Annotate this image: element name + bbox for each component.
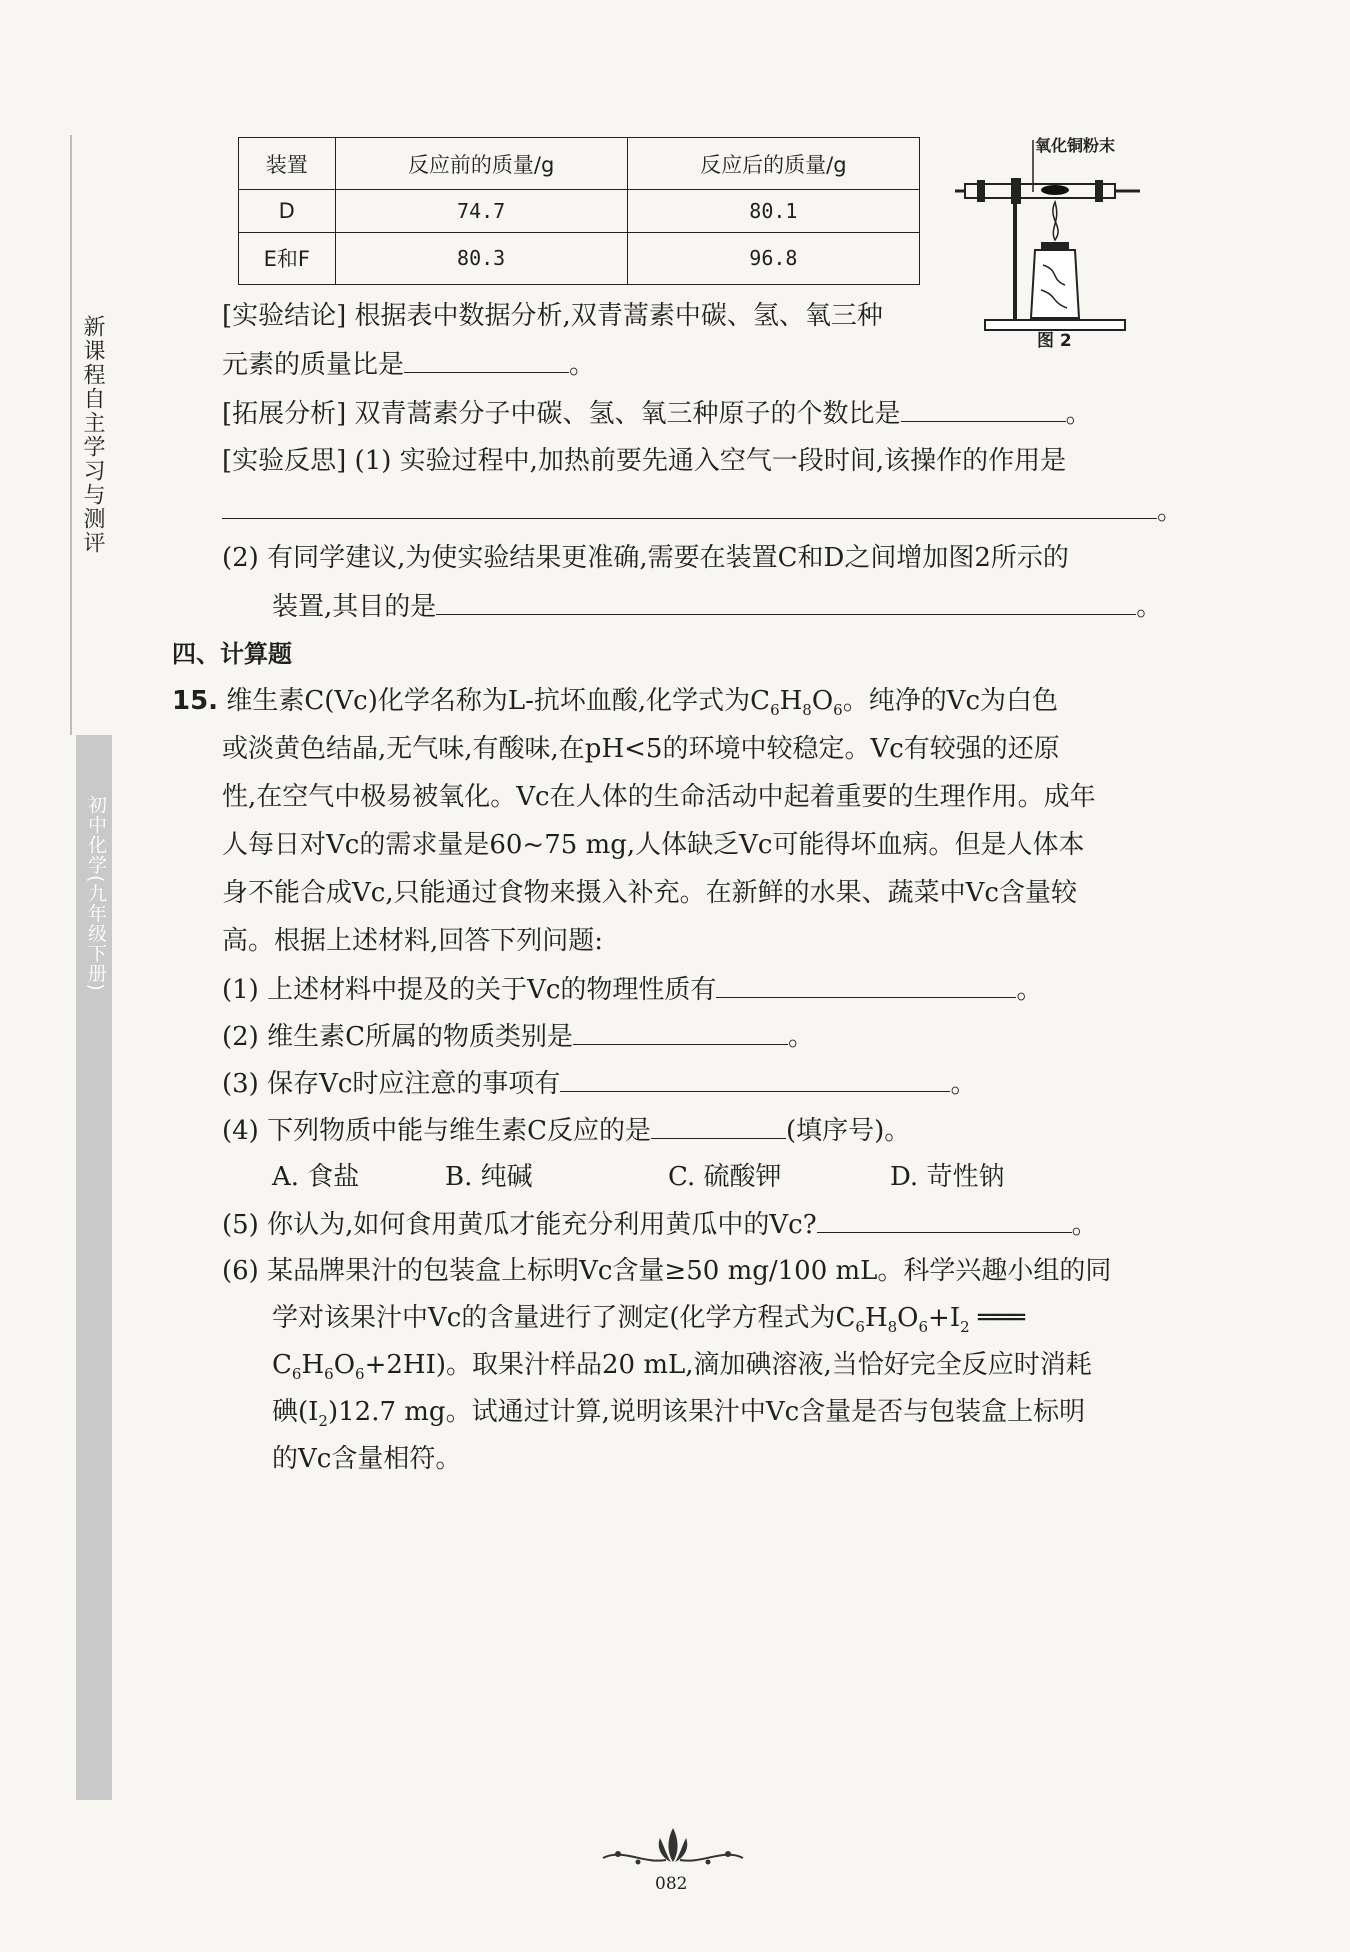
option-a: A. 食盐 <box>272 1162 360 1192</box>
answer-blank[interactable] <box>901 395 1066 422</box>
footer-ornament <box>598 1820 748 1875</box>
figure-caption: 图 2 <box>1037 331 1072 351</box>
answer-blank[interactable] <box>560 1065 950 1092</box>
sidebar-subject: 初中化学(九年级下册) <box>85 795 107 992</box>
table-cell: 80.1 <box>627 190 919 233</box>
reflection-line-1-blank: 。 <box>222 492 1183 529</box>
extension-line: [拓展分析] 双青蒿素分子中碳、氢、氧三种原子的个数比是 。 <box>222 395 1092 432</box>
sub-question-6-line-4: 碘$(I_2)12.7$ mg。试通过计算,说明该果汁中Vc含量是否与包装盒上标明 <box>272 1397 1086 1431</box>
sub-question-5: (5) 你认为,如何食用黄瓜才能充分利用黄瓜中的Vc? 。 <box>222 1206 1098 1243</box>
option-c: C. 硫酸钾 <box>668 1162 782 1192</box>
sub-question-2: (2) 维生素C所属的物质类别是 。 <box>222 1018 814 1055</box>
sidebar-title: 新课程自主学习与测评 <box>80 315 105 555</box>
sub-question-4: (4) 下列物质中能与维生素C反应的是 (填序号)。 <box>222 1112 910 1149</box>
table-cell: 74.7 <box>335 190 627 233</box>
reflection-line-2b: 装置,其目的是 。 <box>272 588 1162 625</box>
answer-blank[interactable] <box>716 971 1016 998</box>
sub-question-1: (1) 上述材料中提及的关于Vc的物理性质有 。 <box>222 971 1042 1008</box>
answer-blank[interactable] <box>436 588 1136 615</box>
table-cell: D <box>239 190 336 233</box>
table-cell: 80.3 <box>335 232 627 284</box>
answer-blank[interactable] <box>404 346 569 373</box>
option-b: B. 纯碱 <box>445 1162 533 1192</box>
section-heading: 四、计算题 <box>172 640 292 668</box>
mass-table <box>238 137 920 285</box>
answer-blank[interactable] <box>573 1018 788 1045</box>
table-row <box>239 232 920 284</box>
conclusion-line-1: [实验结论] 根据表中数据分析,双青蒿素中碳、氢、氧三种 <box>222 301 883 331</box>
table-header: 反应前的质量/g <box>335 138 627 190</box>
answer-blank[interactable] <box>817 1206 1072 1233</box>
sub-question-6-line-1: (6) 某品牌果汁的包装盒上标明Vc含量≥50 mg/100 mL。科学兴趣小组的同 <box>222 1256 1112 1286</box>
answer-blank[interactable] <box>222 492 1157 519</box>
q15-line-3: 性,在空气中极易被氧化。Vc在人体的生命活动中起着重要的生理作用。成年 <box>222 782 1096 812</box>
conclusion-line-2: 元素的质量比是 。 <box>222 346 595 383</box>
sub-question-6-line-2: 学对该果汁中Vc的含量进行了测定(化学方程式为$C_6H_8O_6+I_2$ ═══ <box>272 1303 1025 1337</box>
option-d: D. 苛性钠 <box>890 1162 1005 1192</box>
q15-line-4: 人每日对Vc的需求量是60~75 mg,人体缺乏Vc可能得坏血病。但是人体本 <box>222 830 1085 860</box>
q15-line-2: 或淡黄色结晶,无气味,有酸味,在pH<5的环境中较稳定。Vc有较强的还原 <box>222 734 1060 764</box>
q15-line-6: 高。根据上述材料,回答下列问题: <box>222 926 604 956</box>
table-header: 反应后的质量/g <box>627 138 919 190</box>
table-header: 装置 <box>239 138 336 190</box>
figure-label: 氧化铜粉末 <box>1035 136 1116 155</box>
table-row <box>239 190 920 233</box>
table-header-row <box>239 138 920 190</box>
reflection-line-2: (2) 有同学建议,为使实验结果更准确,需要在装置C和D之间增加图2所示的 <box>222 543 1069 573</box>
reflection-line-1: [实验反思] (1) 实验过程中,加热前要先通入空气一段时间,该操作的作用是 <box>222 446 1067 476</box>
sub-question-6-line-5: 的Vc含量相符。 <box>272 1444 462 1474</box>
page-number: 082 <box>655 1874 688 1894</box>
apparatus-figure <box>955 130 1145 350</box>
sub-question-6-line-3: $C_6H_6O_6+2HI$)。取果汁样品20 mL,滴加碘溶液,当恰好完全反应时消耗 <box>272 1350 1092 1384</box>
q15-line-1: 15. 维生素C(Vc)化学名称为L-抗坏血酸,化学式为$C_6H_8O_6$。纯净的Vc为白色 <box>172 686 1059 720</box>
table-cell: 96.8 <box>627 232 919 284</box>
table-cell: E和F <box>239 232 336 284</box>
q15-line-5: 身不能合成Vc,只能通过食物来摄入补充。在新鲜的水果、蔬菜中Vc含量较 <box>222 878 1077 908</box>
answer-blank[interactable] <box>651 1112 786 1139</box>
sub-question-3: (3) 保存Vc时应注意的事项有 。 <box>222 1065 976 1102</box>
